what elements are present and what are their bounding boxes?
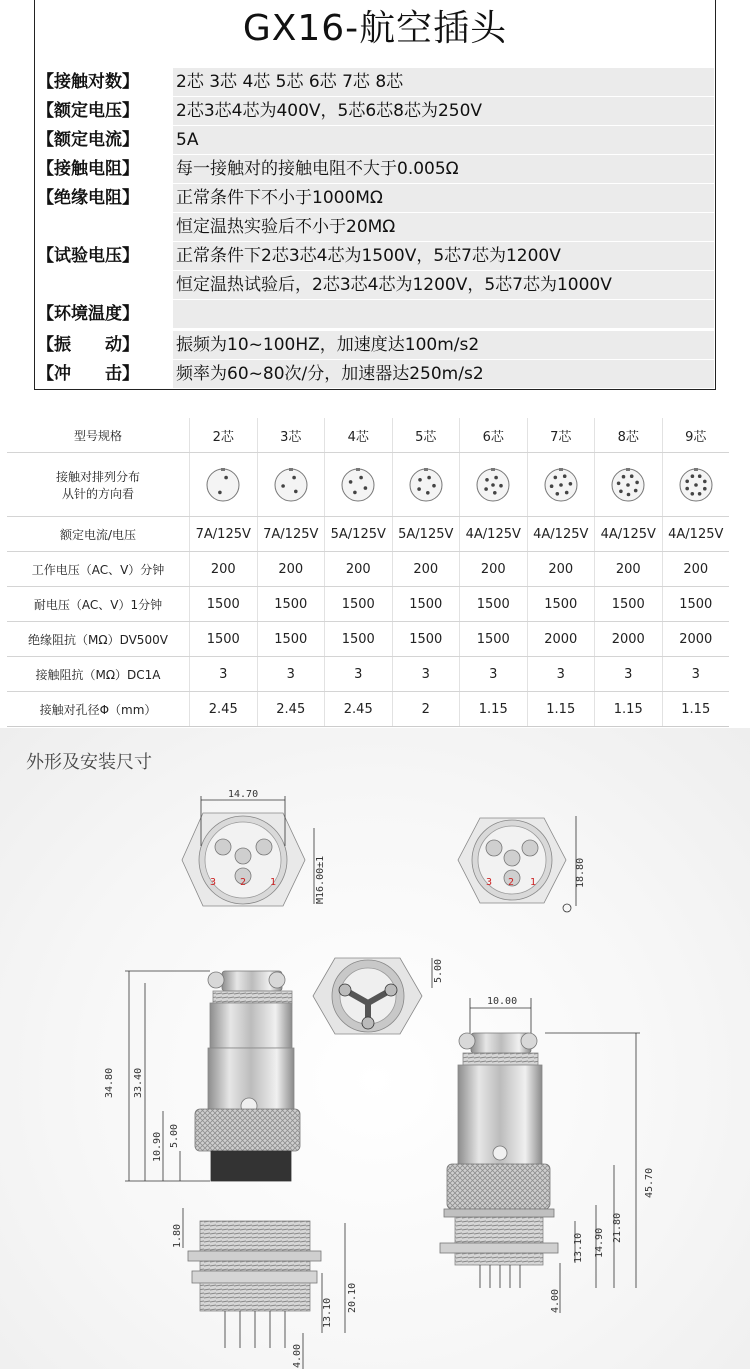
table-row bbox=[7, 587, 729, 622]
table-cell: 1500 bbox=[460, 622, 528, 657]
table-cell: 1500 bbox=[325, 587, 393, 622]
dimension-drawing bbox=[0, 728, 750, 1369]
table-cell: 1500 bbox=[392, 587, 460, 622]
spec-label bbox=[35, 271, 173, 300]
pin-layout-icon bbox=[474, 466, 512, 504]
spec-row bbox=[35, 271, 715, 300]
table-cell: 4A/125V bbox=[460, 517, 528, 552]
table-cell: 2000 bbox=[527, 622, 595, 657]
pin-layout-icon bbox=[407, 466, 445, 504]
table-cell: 4A/125V bbox=[527, 517, 595, 552]
table-cell: 1500 bbox=[662, 587, 729, 622]
dim-14-70: 14.70 bbox=[228, 789, 259, 800]
spec-row bbox=[35, 97, 715, 126]
table-cell: 1.15 bbox=[595, 692, 663, 727]
table-header-cell: 型号规格 bbox=[7, 418, 190, 453]
dim-10-00: 10.00 bbox=[487, 996, 518, 1007]
pin-number-1b: 1 bbox=[530, 877, 537, 888]
table-cell: 200 bbox=[595, 552, 663, 587]
table-cell: 1500 bbox=[257, 622, 325, 657]
table-cell: 1500 bbox=[190, 587, 258, 622]
pin-layout-icon bbox=[542, 466, 580, 504]
table-row bbox=[7, 692, 729, 727]
dim-45-70: 45.70 bbox=[644, 1167, 655, 1198]
table-header-cell: 3芯 bbox=[257, 418, 325, 453]
spec-value: 恒定温热实验后不小于20MΩ bbox=[173, 213, 714, 242]
spec-row bbox=[35, 300, 715, 329]
spec-row bbox=[35, 242, 715, 271]
dim-18-80: 18.80 bbox=[575, 857, 586, 888]
table-cell: 3 bbox=[190, 657, 258, 692]
table-header-cell: 7芯 bbox=[527, 418, 595, 453]
dim-13-10-b: 13.10 bbox=[322, 1297, 333, 1328]
pin-number-2: 2 bbox=[240, 877, 247, 888]
table-row bbox=[7, 622, 729, 657]
page-title: GX16-航空插头 bbox=[242, 8, 508, 49]
table-row bbox=[7, 657, 729, 692]
front-face-right bbox=[458, 816, 576, 912]
table-cell: 1500 bbox=[257, 587, 325, 622]
table-header-cell: 4芯 bbox=[325, 418, 393, 453]
table-cell bbox=[190, 453, 258, 517]
table-cell: 工作电压（AC、V）分钟 bbox=[7, 552, 190, 587]
table-cell bbox=[257, 453, 325, 517]
dim-10-90: 10.90 bbox=[152, 1131, 163, 1162]
table-cell: 7A/125V bbox=[190, 517, 258, 552]
pin-layout-icon bbox=[272, 466, 310, 504]
table-cell bbox=[325, 453, 393, 517]
table-cell bbox=[527, 453, 595, 517]
dim-33-40: 33.40 bbox=[133, 1067, 144, 1098]
spec-label: 【环境温度】 bbox=[37, 304, 139, 324]
table-row bbox=[7, 453, 729, 517]
table-cell: 2.45 bbox=[257, 692, 325, 727]
pin-number-1: 1 bbox=[270, 877, 277, 888]
spec-label: 【绝缘电阻】 bbox=[37, 188, 139, 208]
spec-value: 2芯 3芯 4芯 5芯 6芯 7芯 8芯 bbox=[173, 68, 714, 97]
spec-label bbox=[35, 213, 173, 242]
table-cell: 接触阻抗（MΩ）DC1A bbox=[7, 657, 190, 692]
spec-row bbox=[35, 184, 715, 213]
spec-row bbox=[35, 126, 715, 155]
dim-13-10-a: 13.10 bbox=[573, 1232, 584, 1263]
table-cell: 绝缘阻抗（MΩ）DV500V bbox=[7, 622, 190, 657]
table-cell: 1500 bbox=[460, 587, 528, 622]
table-row bbox=[7, 517, 729, 552]
spec-value: 正常条件下2芯3芯4芯为1500V，5芯7芯为1200V bbox=[173, 242, 714, 271]
spec-value bbox=[173, 300, 714, 329]
table-cell bbox=[595, 453, 663, 517]
dim-m16: M16.00±1 bbox=[315, 855, 326, 904]
table-cell: 3 bbox=[460, 657, 528, 692]
table-row bbox=[7, 552, 729, 587]
table-cell bbox=[662, 453, 729, 517]
table-cell: 3 bbox=[325, 657, 393, 692]
spec-label: 【接触电阻】 bbox=[37, 159, 139, 179]
pin-number-3b: 3 bbox=[486, 877, 493, 888]
table-cell: 接触对孔径Φ（mm） bbox=[7, 692, 190, 727]
table-cell: 1.15 bbox=[460, 692, 528, 727]
spec-panel bbox=[34, 0, 716, 390]
dim-4-00-b: 4.00 bbox=[292, 1343, 303, 1368]
dim-4-00-a: 4.00 bbox=[550, 1288, 561, 1313]
table-cell: 3 bbox=[257, 657, 325, 692]
table-cell: 4A/125V bbox=[595, 517, 663, 552]
front-face-left bbox=[182, 796, 314, 906]
table-cell: 2000 bbox=[595, 622, 663, 657]
table-cell: 1500 bbox=[527, 587, 595, 622]
table-cell: 5A/125V bbox=[325, 517, 393, 552]
dim-14-90: 14.90 bbox=[594, 1227, 605, 1258]
table-header-row bbox=[7, 418, 729, 453]
pin-layout-icon bbox=[204, 466, 242, 504]
table-cell: 1500 bbox=[325, 622, 393, 657]
table-cell: 3 bbox=[392, 657, 460, 692]
spec-label: 【冲 击】 bbox=[37, 364, 139, 384]
table-cell: 200 bbox=[190, 552, 258, 587]
panel-socket-view bbox=[183, 1208, 345, 1369]
dim-20-10: 20.10 bbox=[347, 1282, 358, 1313]
table-cell bbox=[7, 453, 190, 517]
table-cell: 3 bbox=[527, 657, 595, 692]
table-cell: 1500 bbox=[392, 622, 460, 657]
pin-layout-icon bbox=[677, 466, 715, 504]
spec-value: 正常条件下不小于1000MΩ bbox=[173, 184, 714, 213]
spec-row bbox=[35, 213, 715, 242]
table-cell: 200 bbox=[325, 552, 393, 587]
table-cell: 3 bbox=[595, 657, 663, 692]
pin-row-label: 接触对排列分布 bbox=[55, 469, 140, 484]
table-cell: 1.15 bbox=[527, 692, 595, 727]
table-header-cell: 9芯 bbox=[662, 418, 729, 453]
table-cell: 3 bbox=[662, 657, 729, 692]
spec-table bbox=[7, 418, 729, 727]
table-cell: 7A/125V bbox=[257, 517, 325, 552]
socket-side-view bbox=[440, 998, 640, 1313]
table-cell: 额定电流/电压 bbox=[7, 517, 190, 552]
pin-row-label: 从针的方向看 bbox=[61, 486, 134, 501]
dim-34-80: 34.80 bbox=[104, 1067, 115, 1098]
dim-5-00-b: 5.00 bbox=[169, 1123, 180, 1148]
drawing-title: 外形及安装尺寸 bbox=[26, 752, 152, 773]
spec-label: 【额定电流】 bbox=[37, 130, 139, 150]
dimension-drawing-section bbox=[0, 728, 750, 1369]
dim-21-80: 21.80 bbox=[612, 1212, 623, 1243]
table-cell: 1500 bbox=[190, 622, 258, 657]
table-cell: 耐电压（AC、V）1分钟 bbox=[7, 587, 190, 622]
table-cell: 5A/125V bbox=[392, 517, 460, 552]
table-header-cell: 5芯 bbox=[392, 418, 460, 453]
table-header-cell: 6芯 bbox=[460, 418, 528, 453]
spec-label: 【额定电压】 bbox=[37, 101, 139, 121]
spec-row bbox=[35, 360, 715, 389]
spec-value: 5A bbox=[173, 126, 714, 155]
table-cell: 1500 bbox=[595, 587, 663, 622]
spec-value: 振频为10~100HZ，加速度达100m/s2 bbox=[173, 331, 714, 360]
table-cell: 2000 bbox=[662, 622, 729, 657]
table-cell bbox=[460, 453, 528, 517]
pin-layout-icon bbox=[609, 466, 647, 504]
dim-5-00-a: 5.00 bbox=[433, 958, 444, 983]
table-cell: 200 bbox=[392, 552, 460, 587]
table-cell: 4A/125V bbox=[662, 517, 729, 552]
table-header-cell: 8芯 bbox=[595, 418, 663, 453]
table-cell bbox=[392, 453, 460, 517]
spec-row bbox=[35, 331, 715, 360]
spec-value: 恒定温热试验后，2芯3芯4芯为1200V，5芯7芯为1000V bbox=[173, 271, 714, 300]
spec-row bbox=[35, 155, 715, 184]
pin-layout-icon bbox=[339, 466, 377, 504]
pin-number-2b: 2 bbox=[508, 877, 515, 888]
pin-number-3: 3 bbox=[210, 877, 217, 888]
table-cell: 2.45 bbox=[325, 692, 393, 727]
back-view bbox=[313, 958, 432, 1034]
spec-label: 【接触对数】 bbox=[37, 72, 139, 92]
table-cell: 1.15 bbox=[662, 692, 729, 727]
spec-label: 【试验电压】 bbox=[37, 246, 139, 266]
table-cell: 200 bbox=[662, 552, 729, 587]
spec-row bbox=[35, 68, 715, 97]
spec-value: 每一接触对的接触电阻不大于0.005Ω bbox=[173, 155, 714, 184]
spec-value: 2芯3芯4芯为400V，5芯6芯8芯为250V bbox=[173, 97, 714, 126]
table-cell: 2 bbox=[392, 692, 460, 727]
table-header-cell: 2芯 bbox=[190, 418, 258, 453]
spec-label: 【振 动】 bbox=[37, 335, 139, 355]
table-cell: 200 bbox=[527, 552, 595, 587]
table-cell: 200 bbox=[257, 552, 325, 587]
table-cell: 200 bbox=[460, 552, 528, 587]
dim-1-80: 1.80 bbox=[172, 1223, 183, 1248]
spec-value: 频率为60~80次/分，加速器达250m/s2 bbox=[173, 360, 714, 389]
table-cell: 2.45 bbox=[190, 692, 258, 727]
